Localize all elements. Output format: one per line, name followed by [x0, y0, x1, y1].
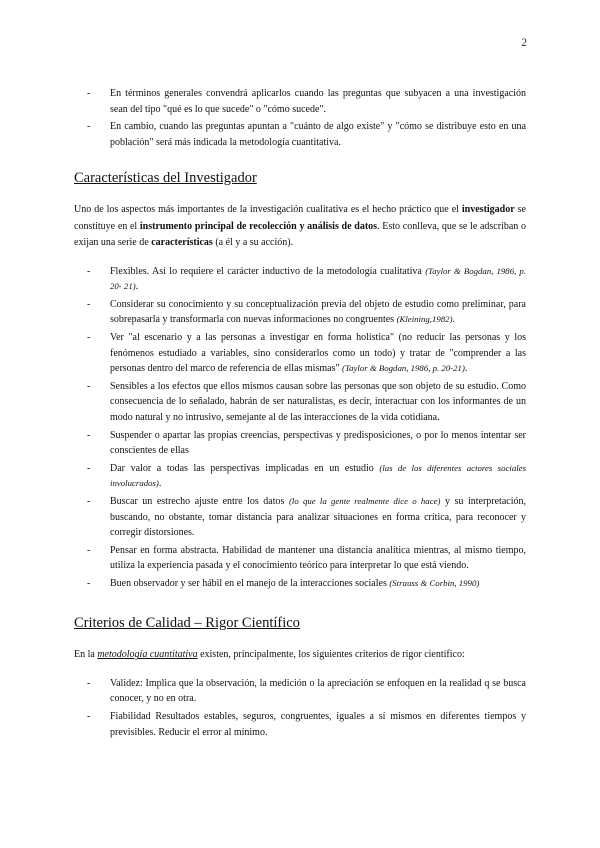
- list-item: - Validez: Implica que la observación, la medición o la apreciación se enfoquen en la realidad q se busca conocer, y no en otra.: [87, 677, 526, 705]
- page-content: [74, 86, 526, 742]
- list-item: - En términos generales convendrá aplicarlos cuando las preguntas que subyacen a una investigación sean del tipo "qué es lo que sucede" o "cómo sucede".: [87, 88, 526, 115]
- investigator-traits-list: [74, 264, 526, 592]
- list-item: - Buen observador y ser hábil en el manejo de la interacciones sociales (Strauss & Corbin, 1990): [87, 577, 480, 589]
- section-intro-paragraph: Uno de los aspectos más importantes de la investigación cualitativa es el hecho práctico que el investigador se constituye en el instrumento principal de recolección y análisis de datos. Esto conlleva, que se le adscriban o exijan una serie de características (a él y a su acción).: [74, 204, 527, 249]
- list-item: - Ver "al escenario y a las personas a investigar en forma holística" (no reducir las personas y los fenómenos estudiado a variables, sino considerarlos como un todo) y tratar de "comprender a las personas dentro del marco de referencia de ellas mismas" (Taylor & Bogdan, 1986, p. 20-21).: [87, 331, 526, 375]
- section2-intro-paragraph: En la metodología cuantitativa existen, principalmente, los siguientes criterios de rigor científico:: [74, 649, 465, 661]
- list-item: - Considerar su conocimiento y su conceptualización previa del objeto de estudio como preliminar, para sobrepasarla y transformarla con nuevas informaciones no congruentes (Kleining,1982).: [87, 298, 526, 326]
- quantitative-methodology-link[interactable]: metodología cuantitativa: [97, 649, 198, 661]
- quality-criteria-list: [74, 676, 526, 740]
- section-heading-quality-criteria: Criterios de Calidad – Rigor Científico: [74, 615, 300, 632]
- list-item: - En cambio, cuando las preguntas apuntan a "cuánto de algo existe" y "cómo se distribuye esto en una población" será más indicada la metodología cuantitativa.: [87, 121, 526, 148]
- page-number: 2: [521, 37, 527, 49]
- list-item: - Dar valor a todas las perspectivas implicadas en un estudio (las de los diferentes actores sociales involucrados).: [87, 462, 526, 490]
- list-item: - Suspender o apartar las propias creencias, perspectivas y predisposiciones, o por lo menos intentar ser conscientes de ellas: [87, 429, 526, 457]
- list-item: - Fiabilidad Resultados estables, seguros, congruentes, iguales a sí mismos en diferentes tiempos y previsibles. Reducir el error al mínimo.: [87, 711, 526, 738]
- list-item: - Pensar en forma abstracta. Habilidad de mantener una distancia analítica mientras, al mismo tiempo, utiliza la experiencia pasada y el conocimiento teórico para interpretar lo que está viendo.: [87, 544, 526, 572]
- list-item: - Buscar un estrecho ajuste entre los datos (lo que la gente realmente dice o hace) y su interpretación, buscando, no obstante, tomar distancia para analizar situaciones en forma crítica, para reconocer y corregir distorsiones.: [87, 495, 526, 539]
- list-item: - Flexibles. Así lo requiere el carácter inductivo de la metodología cualitativa (Taylor & Bogdan, 1986, p. 20- 21).: [87, 265, 526, 293]
- list-item: - Sensibles a los efectos que ellos mismos causan sobre las personas que son objeto de su estudio. Como consecuencia de lo señalado, habrán de ser naturalistas, es decir, interactuar con los informantes de un modo natural y no intrusivo, semejante al de las interacciones de la vida cotidiana.: [87, 380, 526, 423]
- intro-list: [74, 86, 526, 150]
- section-heading-investigator: Características del Investigador: [74, 170, 257, 187]
